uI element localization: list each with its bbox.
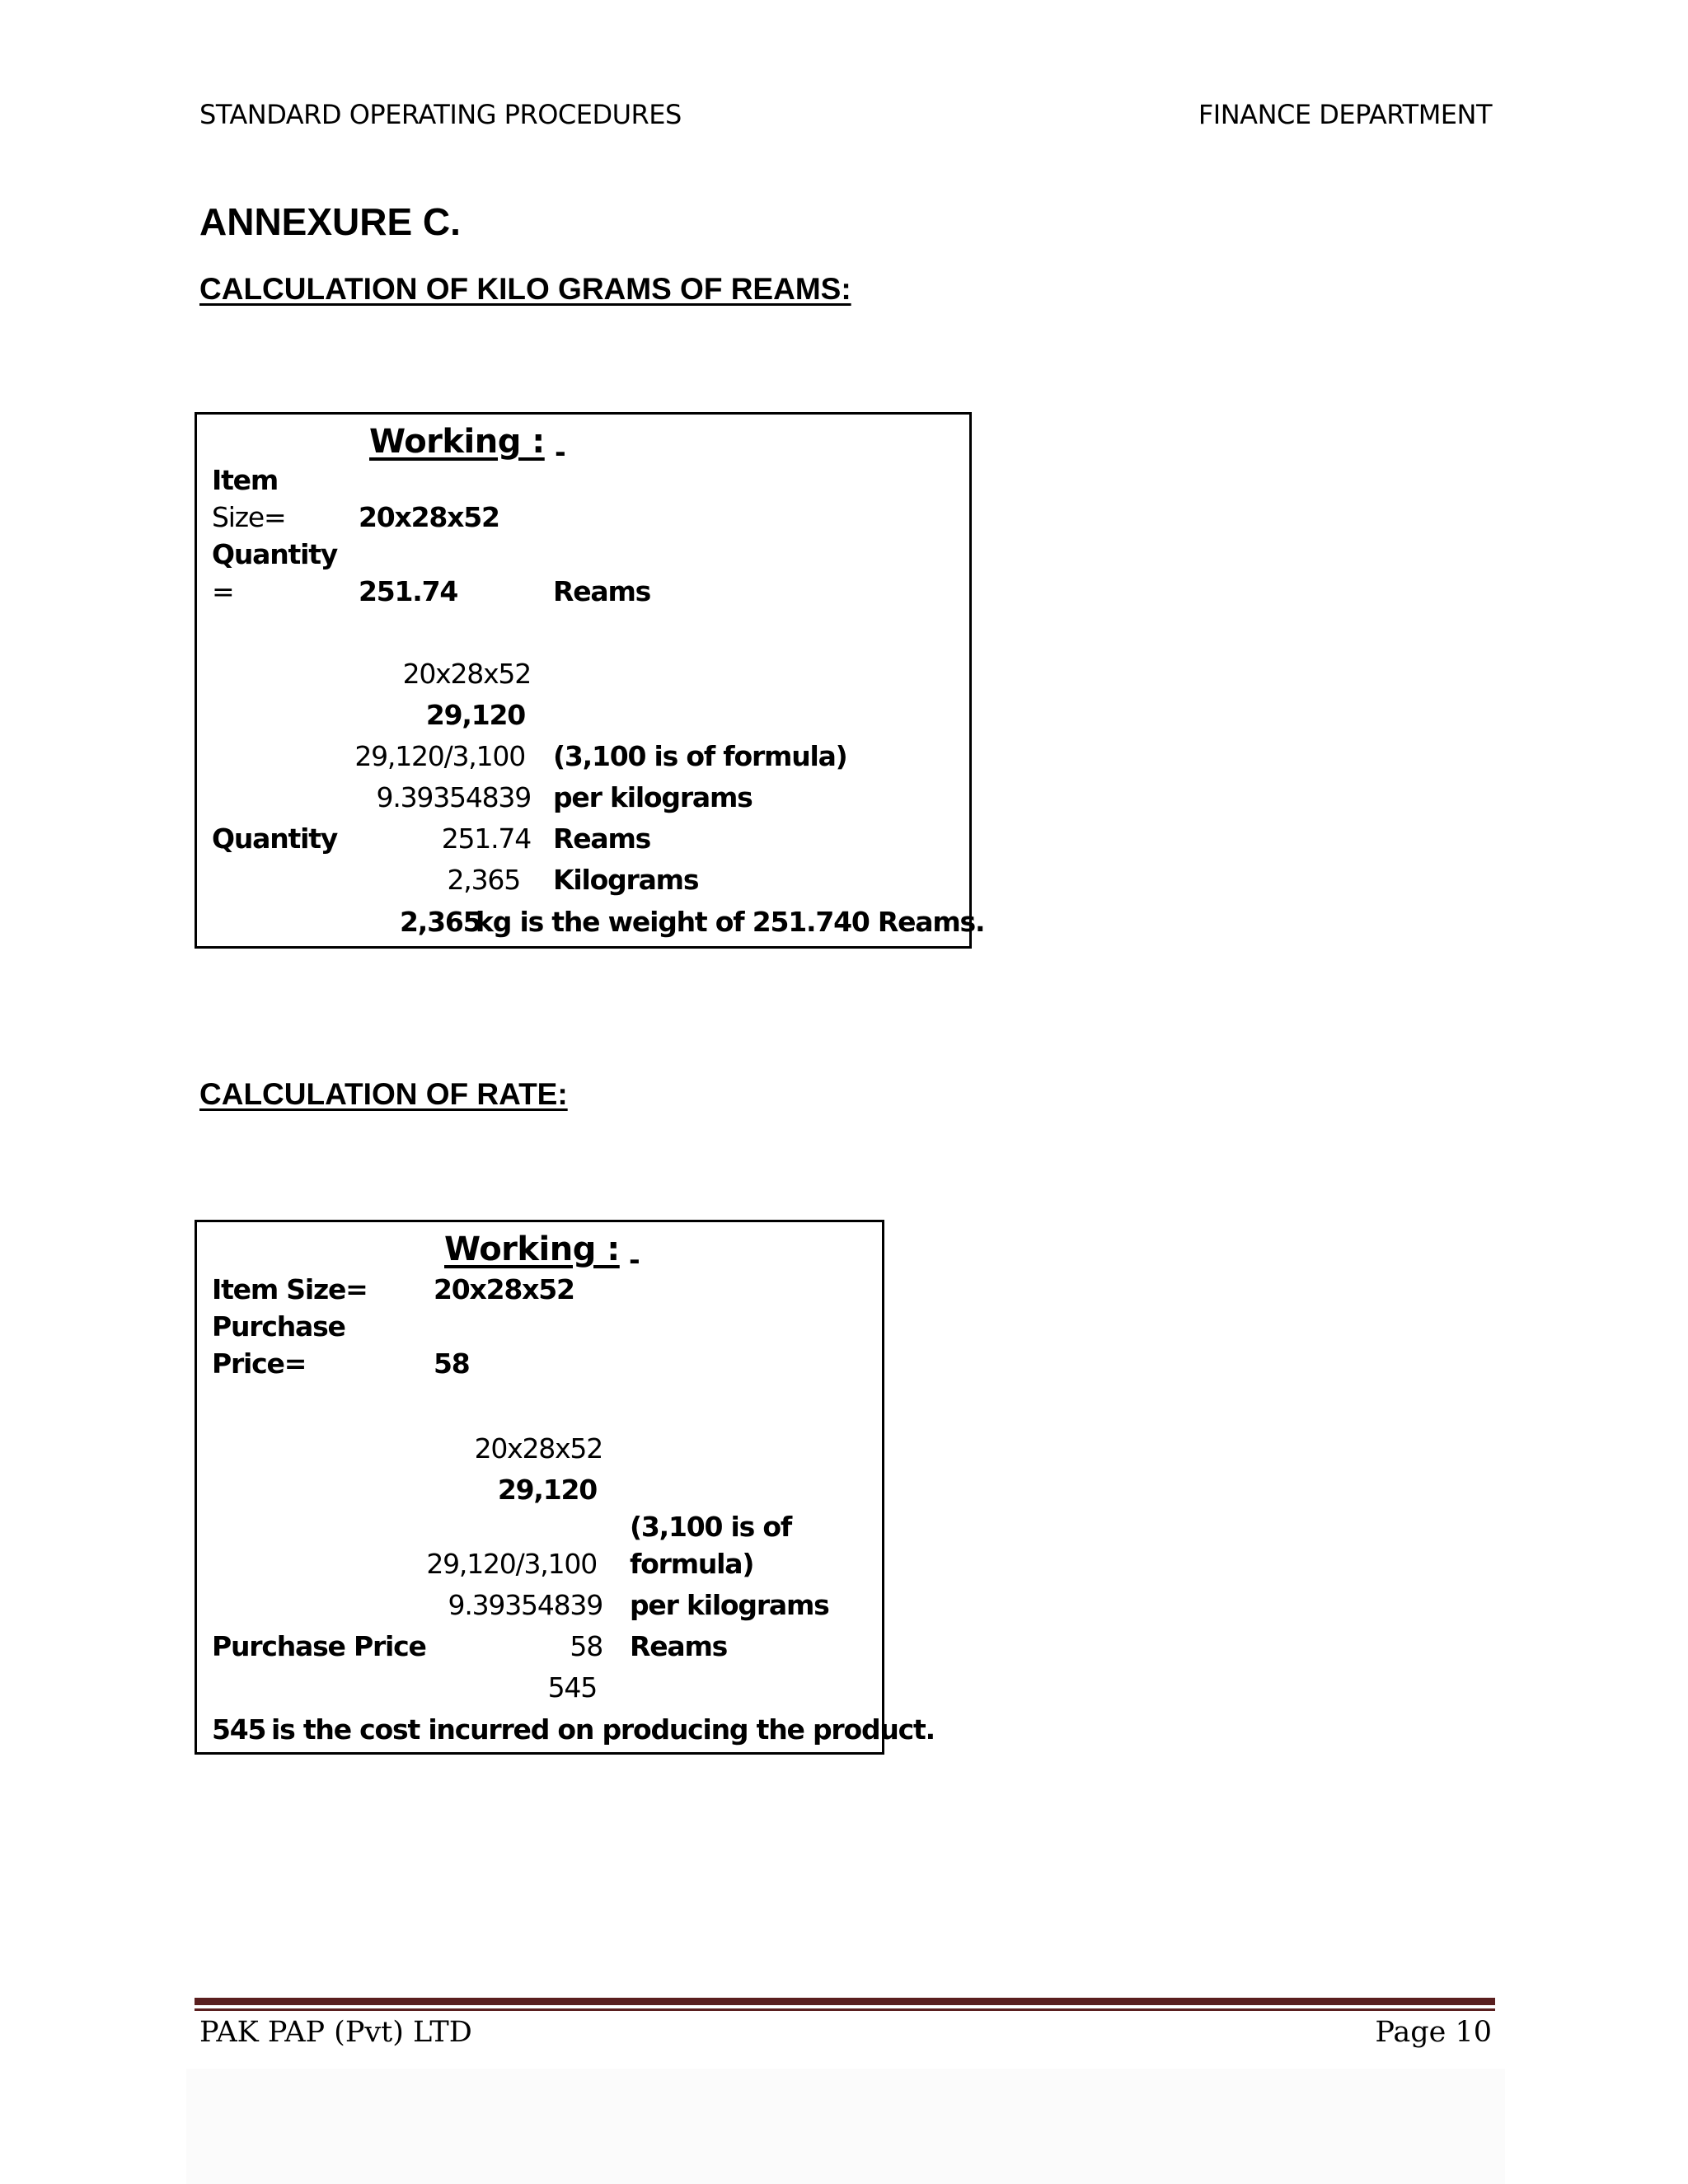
- calc-price: 58: [570, 1630, 603, 1662]
- price-label: Price=: [212, 1347, 307, 1380]
- header-left-text: STANDARD OPERATING PROCEDURES: [199, 99, 682, 130]
- working-dash: -: [555, 436, 565, 468]
- item-size-label: Item Size=: [212, 1273, 368, 1305]
- calc-division-note-1: (3,100 is of: [630, 1511, 792, 1543]
- summary-text: is the cost incurred on producing the product.: [271, 1713, 935, 1746]
- equals-sign: =: [212, 575, 234, 607]
- quantity-unit: Reams: [553, 575, 651, 607]
- item-label: Item: [212, 464, 279, 496]
- calc-price-label: Purchase Price: [212, 1630, 426, 1662]
- calc-division-note-2: formula): [630, 1548, 754, 1580]
- footer-shade: [186, 2069, 1505, 2184]
- calc-quantity: 251.74: [441, 823, 531, 855]
- working-dash: -: [629, 1244, 640, 1276]
- item-size-value: 20x28x52: [434, 1273, 574, 1305]
- quantity-label: Quantity: [212, 538, 338, 570]
- calc-dims: 20x28x52: [402, 658, 531, 690]
- calc-ratio-unit: per kilograms: [630, 1589, 829, 1621]
- size-label: Size=: [212, 501, 286, 533]
- annexure-title: ANNEXURE C.: [199, 200, 461, 243]
- section2-title: CALCULATION OF RATE:: [199, 1077, 568, 1111]
- rate-working-box: [195, 1220, 935, 1755]
- calc-result: 545: [547, 1671, 597, 1704]
- quantity-value: 251.74: [359, 575, 458, 607]
- calc-price-unit: Reams: [630, 1630, 728, 1662]
- calc-product: 29,120: [497, 1474, 597, 1506]
- calc-quantity-unit: Reams: [553, 823, 651, 855]
- header-right-text: FINANCE DEPARTMENT: [1198, 99, 1492, 130]
- calc-ratio: 9.39354839: [376, 781, 531, 813]
- page-number: Page 10: [1375, 2016, 1492, 2049]
- calc-result: 2,365: [447, 864, 520, 896]
- calc-division: 29,120/3,100: [354, 740, 525, 772]
- calc-division: 29,120/3,100: [426, 1548, 597, 1580]
- working-label: Working :: [369, 423, 545, 461]
- calc-product: 29,120: [425, 699, 525, 731]
- size-value: 20x28x52: [359, 501, 499, 533]
- footer-rule: [195, 1998, 1495, 2005]
- calc-division-note: (3,100 is of formula): [553, 740, 847, 772]
- footer-rule-thin: [195, 2008, 1495, 2011]
- calc-ratio: 9.39354839: [448, 1589, 603, 1621]
- calc-ratio-unit: per kilograms: [553, 781, 753, 813]
- footer-company: PAK PAP (Pvt) LTD: [199, 2016, 472, 2049]
- working-label: Working :: [444, 1230, 620, 1268]
- purchase-label: Purchase: [212, 1310, 345, 1343]
- calc-dims: 20x28x52: [474, 1432, 603, 1465]
- calc-quantity-label: Quantity: [212, 823, 338, 855]
- summary-value: 2,365: [400, 906, 481, 938]
- kilograms-working-box: [195, 412, 985, 949]
- summary-value: 545: [212, 1713, 266, 1746]
- section1-title: CALCULATION OF KILO GRAMS OF REAMS:: [199, 272, 851, 306]
- summary-text: kg is the weight of 251.740 Reams.: [476, 906, 985, 938]
- calc-result-unit: Kilograms: [553, 864, 699, 896]
- price-value: 58: [434, 1347, 470, 1380]
